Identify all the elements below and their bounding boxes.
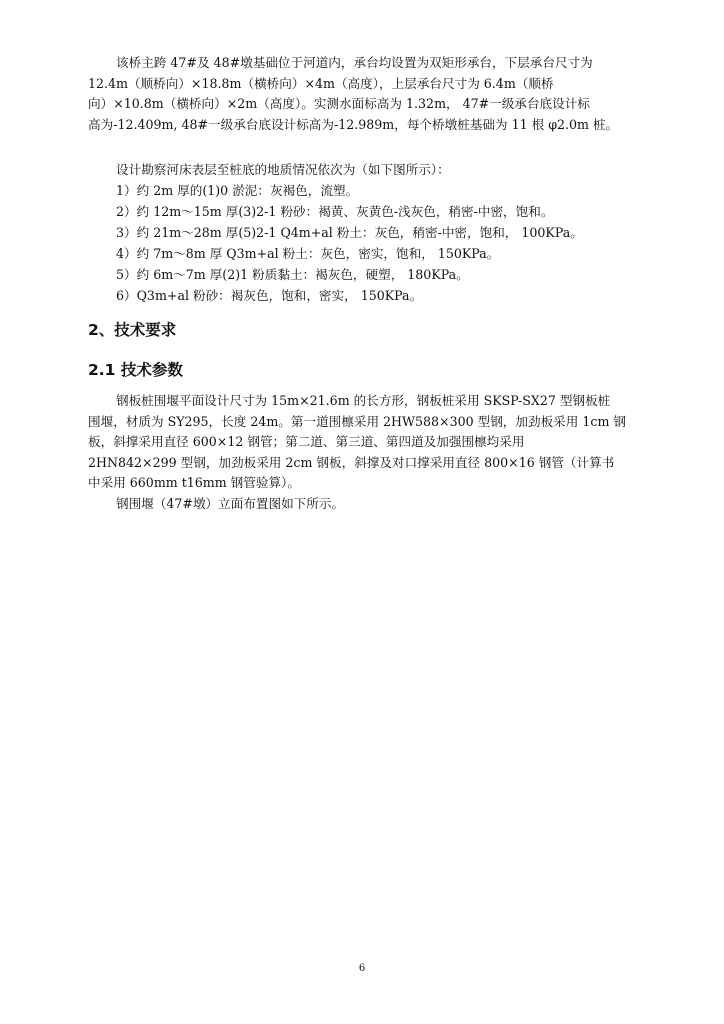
geology-layer-item: 3）约 21m～28m 厚(5)2-1 Q4m+al 粉土：灰色，稍密-中密，饱和， 100KPa。 (116, 225, 583, 240)
paragraph-line: 围堰，材质为 SY295，长度 24m。第一道围檩采用 2HW588×300 型钢，加劲板采用 1cm 钢 (88, 413, 626, 429)
paragraph-line: 高为-12.409m, 48#一级承台底设计标高为-12.989m，每个桥墩桩基础为 11 根 φ2.0m 桩。 (88, 116, 619, 132)
page-number: 6 (358, 963, 366, 974)
geology-intro: 设计勘察河床表层至桩底的地质情况依次为（如下图所示）： (116, 162, 450, 177)
geology-layer-item: 4）约 7m～8m 厚 Q3m+al 粉土：灰色，密实，饱和， 150KPa。 (116, 246, 500, 261)
section-heading: 2、技术要求 (88, 321, 177, 339)
paragraph-line: 钢板桩围堰平面设计尺寸为 15m×21.6m 的长方形，钢板桩采用 SKSP-SX27 型钢板桩 (116, 393, 611, 408)
geology-list (88, 159, 653, 306)
paragraph-line: 中采用 660mm t16mm 钢管验算）。 (88, 475, 300, 490)
paragraph-line: 向）×10.8m（横桥向）×2m（高度）。实测水面标高为 1.32m， 47#一级承台底设计标 (88, 96, 590, 111)
bridge-foundation-paragraph (88, 53, 653, 135)
figure-note: 钢围堰（47#墩）立面布置图如下所示。 (116, 495, 345, 511)
paragraph-line: 该桥主跨 47#及 48#墩基础位于河道内，承台均设置为双矩形承台，下层承台尺寸为 (116, 55, 593, 70)
geology-layer-item: 2）约 12m～15m 厚(3)2-1 粉砂：褐黄、灰黄色-浅灰色，稍密-中密，饱和。 (116, 204, 554, 219)
paragraph-line: 12.4m（顺桥向）×18.8m（横桥向）×4m（高度），上层承台尺寸为 6.4m（顺桥 (88, 75, 554, 91)
geology-layer-item: 1）约 2m 厚的(1)0 淤泥：灰褐色，流塑。 (116, 183, 359, 198)
subsection-heading: 2.1 技术参数 (88, 361, 183, 379)
paragraph-line: 板，斜撑采用直径 600×12 钢管；第二道、第三道、第四道及加强围檩均采用 (88, 434, 525, 449)
geology-layer-item: 6）Q3m+al 粉砂：褐灰色，饱和，密实， 150KPa。 (116, 288, 423, 303)
technical-parameters-paragraph (88, 391, 653, 514)
geology-layer-item: 5）约 6m～7m 厚(2)1 粉质黏土：褐灰色，硬塑， 180KPa。 (116, 267, 469, 282)
paragraph-line: 2HN842×299 型钢，加劲板采用 2cm 钢板，斜撑及对口撑采用直径 800×16 钢管（计算书 (88, 454, 615, 470)
